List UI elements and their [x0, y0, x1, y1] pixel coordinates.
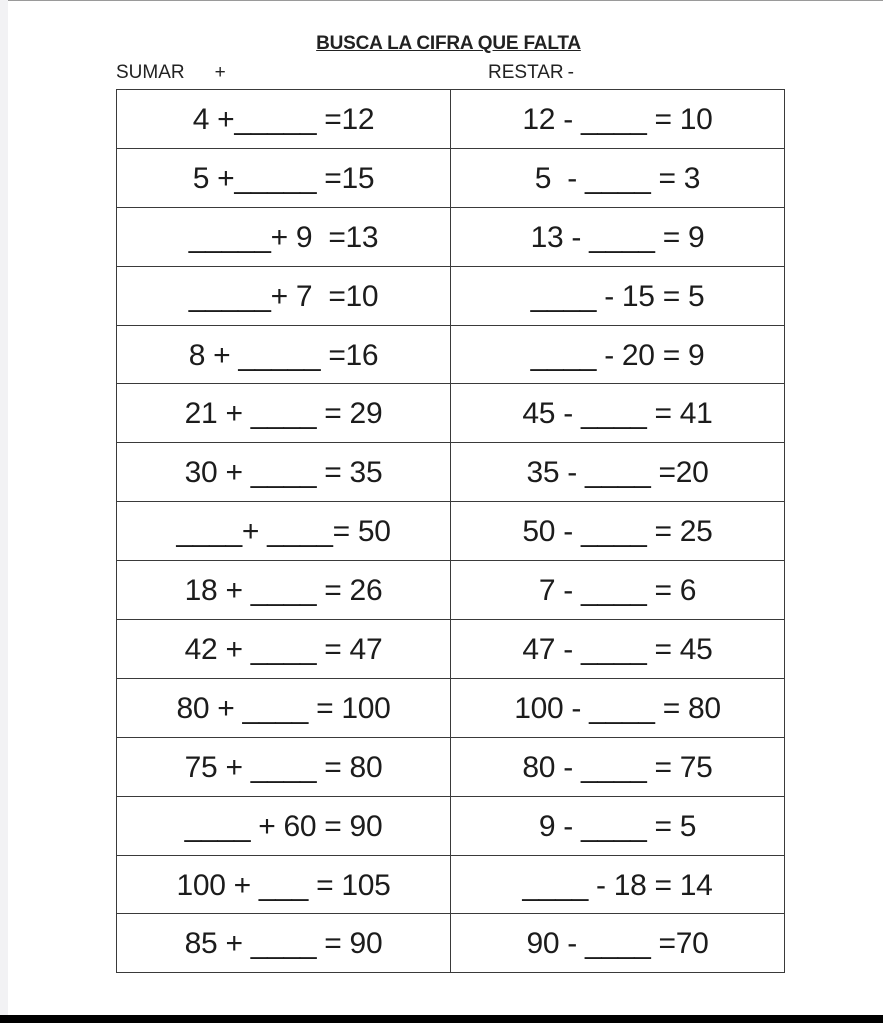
table-row [117, 148, 785, 207]
table-row [117, 737, 785, 796]
sum-exercise: 85 + ____ = 90 [117, 914, 451, 973]
minus-symbol: - [567, 62, 574, 83]
table-row [117, 502, 785, 561]
sum-exercise: 100 + ___ = 105 [117, 855, 451, 914]
exercise-rows [117, 90, 785, 973]
table-row [117, 207, 785, 266]
table-row [117, 914, 785, 973]
sum-exercise: 5 +_____ =15 [117, 148, 451, 207]
exercise-table [116, 89, 785, 973]
subtract-exercise: 50 - ____ = 25 [451, 502, 785, 561]
subtract-exercise: 9 - ____ = 5 [451, 796, 785, 855]
section-label-restar [488, 62, 574, 84]
subtract-exercise: 100 - ____ = 80 [451, 678, 785, 737]
sum-exercise: 75 + ____ = 80 [117, 737, 451, 796]
table-row [117, 384, 785, 443]
subtract-exercise: 7 - ____ = 6 [451, 561, 785, 620]
subtract-exercise: 13 - ____ = 9 [451, 207, 785, 266]
worksheet-title: BUSCA LA CIFRA QUE FALTA [316, 33, 581, 54]
restar-label: RESTAR [488, 62, 564, 83]
table-row [117, 90, 785, 149]
sumar-label: SUMAR [116, 62, 185, 83]
subtract-exercise: ____ - 20 = 9 [451, 325, 785, 384]
subtract-exercise: 45 - ____ = 41 [451, 384, 785, 443]
table-row [117, 266, 785, 325]
subtract-exercise: 47 - ____ = 45 [451, 620, 785, 679]
sum-exercise: 30 + ____ = 35 [117, 443, 451, 502]
subtract-exercise: 5 - ____ = 3 [451, 148, 785, 207]
sum-exercise: 80 + ____ = 100 [117, 678, 451, 737]
table-row [117, 443, 785, 502]
subtract-exercise: 35 - ____ =20 [451, 443, 785, 502]
sum-exercise: _____+ 9 =13 [117, 207, 451, 266]
plus-symbol: + [214, 62, 226, 83]
sum-exercise: 4 +_____ =12 [117, 90, 451, 149]
subtract-exercise: ____ - 18 = 14 [451, 855, 785, 914]
table-row [117, 678, 785, 737]
section-label-sumar [116, 62, 226, 84]
sum-exercise: _____+ 7 =10 [117, 266, 451, 325]
sum-exercise: 42 + ____ = 47 [117, 620, 451, 679]
sum-exercise: 18 + ____ = 26 [117, 561, 451, 620]
subtract-exercise: ____ - 15 = 5 [451, 266, 785, 325]
table-row [117, 561, 785, 620]
sum-exercise: ____ + 60 = 90 [117, 796, 451, 855]
table-row [117, 620, 785, 679]
left-margin-strip [0, 0, 8, 1015]
table-row [117, 796, 785, 855]
sum-exercise: ____+ ____= 50 [117, 502, 451, 561]
subtract-exercise: 12 - ____ = 10 [451, 90, 785, 149]
sum-exercise: 8 + _____ =16 [117, 325, 451, 384]
sum-exercise: 21 + ____ = 29 [117, 384, 451, 443]
top-border-line [0, 0, 883, 1]
subtract-exercise: 80 - ____ = 75 [451, 737, 785, 796]
table-row [117, 325, 785, 384]
subtract-exercise: 90 - ____ =70 [451, 914, 785, 973]
table-row [117, 855, 785, 914]
bottom-black-bar [0, 1015, 883, 1023]
